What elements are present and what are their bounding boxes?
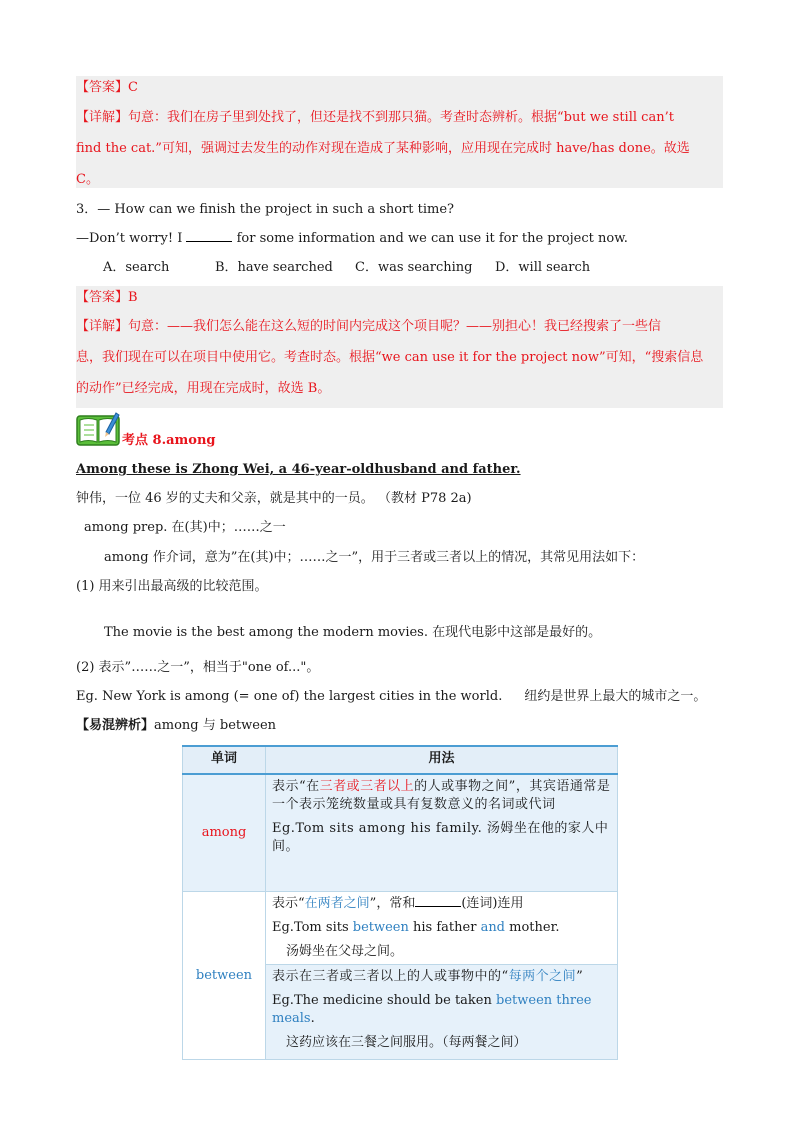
answer-label: 【答案】 xyxy=(76,80,129,95)
question-text-b: for some information and we can use it for the project now. xyxy=(232,231,628,246)
usage-between-1 xyxy=(266,892,618,965)
between1-eg-e: mother. xyxy=(505,920,560,935)
between1-highlight: 在两者之间 xyxy=(304,896,370,911)
explanation: among 作介词，意为”在(其)中；……之一”，用于三者或三者以上的情况，其常见用法如下： xyxy=(104,550,645,565)
detail-line-2-q2: find the cat.”可知，强调过去发生的动作对现在造成了某种影响，应用现在完成时 have/has done。故选 xyxy=(76,141,690,156)
between1-d: (连词)连用 xyxy=(461,896,524,911)
answer-line-q2 xyxy=(76,79,138,97)
definition: among prep. 在(其)中；……之一 xyxy=(84,520,286,535)
book-pencil-icon xyxy=(76,410,120,446)
table-header-row xyxy=(183,746,618,774)
confuse-heading xyxy=(76,717,276,735)
between-example-1-cn: 汤姆坐在父母之间。 xyxy=(286,944,404,959)
section-title: 考点 8.among xyxy=(122,433,216,448)
between-example-2-cn: 这药应该在三餐之间服用。（每两餐之间） xyxy=(286,1035,527,1050)
between2-eg-c: . xyxy=(310,1011,315,1026)
between2-eg-between: between three meals xyxy=(272,993,592,1026)
between1-c: ”，常和 xyxy=(369,896,416,911)
between1-eg-between: between xyxy=(352,920,409,935)
among-desc-a: 表示“在 xyxy=(272,779,320,794)
detail-label: 【详解】 xyxy=(76,319,129,334)
between2-a: 表示在三者或三者以上的人或事物中的“ xyxy=(272,969,509,984)
key-sentence-cn: 钟伟，一位 46 岁的丈夫和父亲，就是其中的一员。 （教材 P78 2a) xyxy=(76,491,472,506)
among-desc xyxy=(272,778,611,814)
between-desc-1 xyxy=(272,895,611,913)
table-row xyxy=(183,892,618,965)
example-2 xyxy=(76,688,706,706)
usage-1: (1) 用来引出最高级的比较范围。 xyxy=(76,579,268,594)
header-word: 单词 xyxy=(183,746,266,774)
usage-2: (2) 表示”……之一”，相当于"one of..."。 xyxy=(76,660,320,675)
option-b: B．have searched xyxy=(215,260,333,275)
question-text-a: —Don’t worry! I xyxy=(76,231,187,246)
answer-line-q3 xyxy=(76,289,138,307)
between1-a: 表示“ xyxy=(272,896,305,911)
between1-eg-and: and xyxy=(480,920,506,935)
answer-label: 【答案】 xyxy=(76,290,129,305)
confuse-label: 【易混辨析】 xyxy=(76,718,155,733)
between-example-1 xyxy=(272,919,611,937)
detail-text: 句意：我们在房子里到处找了，但还是找不到那只猫。考查时态辨析。根据“but we still can’t xyxy=(128,110,674,125)
between2-highlight: 每两个之间 xyxy=(508,969,577,984)
detail-line-3-q2: C。 xyxy=(76,172,99,187)
detail-line-1-q2 xyxy=(76,109,674,127)
detail-line-3-q3: 的动作”已经完成，用现在完成时，故选 B。 xyxy=(76,381,331,396)
among-desc-c: 的人或事物之间”，其宾语通常是一个表示笼统数量或具有复数意义的名词或代词 xyxy=(272,779,611,812)
example-1: The movie is the best among the modern movies. 在现代电影中这部是最好的。 xyxy=(104,625,602,640)
between-example-2 xyxy=(272,992,611,1028)
between2-c: ” xyxy=(576,969,584,984)
usage-among xyxy=(266,774,618,892)
conjunction-blank xyxy=(415,906,461,907)
answer-value: C xyxy=(128,80,138,95)
question-3: 3．— How can we finish the project in such a short time? xyxy=(76,202,455,217)
example-2-cn: 纽约是世界上最大的城市之一。 xyxy=(524,689,707,704)
among-example: Eg.Tom sits among his family. 汤姆坐在他的家人中间。 xyxy=(272,821,609,854)
answer-value: B xyxy=(128,290,138,305)
question-3-line-2 xyxy=(76,230,628,248)
detail-text: 句意：——我们怎么能在这么短的时间内完成这个项目呢？——别担心！我已经搜索了一些信 xyxy=(128,319,662,334)
table-row xyxy=(183,774,618,892)
between-desc-2 xyxy=(272,968,611,986)
answer-blank xyxy=(186,241,232,242)
answer-box-q2 xyxy=(76,76,723,188)
between1-eg-a: Eg.Tom sits xyxy=(272,920,353,935)
example-2-en: Eg. New York is among (= one of) the largest cities in the world. xyxy=(76,689,503,704)
between2-eg-a: Eg.The medicine should be taken xyxy=(272,993,497,1008)
option-d: D．will search xyxy=(495,260,591,275)
comparison-table xyxy=(182,745,618,1060)
detail-line-1-q3 xyxy=(76,318,661,336)
header-usage: 用法 xyxy=(266,746,618,774)
usage-between-2 xyxy=(266,965,618,1060)
between1-eg-c: his father xyxy=(408,920,481,935)
option-c: C．was searching xyxy=(355,260,473,275)
confuse-text: among 与 between xyxy=(154,718,277,733)
key-sentence-en: Among these is Zhong Wei, a 46-year-oldhusband and father. xyxy=(76,462,521,477)
detail-line-2-q3: 息，我们现在可以在项目中使用它。考查时态。根据“we can use it for the project now”可知，“搜索信息 xyxy=(76,350,704,365)
word-between: between xyxy=(183,892,266,1060)
detail-label: 【详解】 xyxy=(76,110,129,125)
word-among: among xyxy=(183,774,266,892)
option-a: A．search xyxy=(103,260,170,275)
among-desc-highlight: 三者或三者以上 xyxy=(319,779,415,794)
